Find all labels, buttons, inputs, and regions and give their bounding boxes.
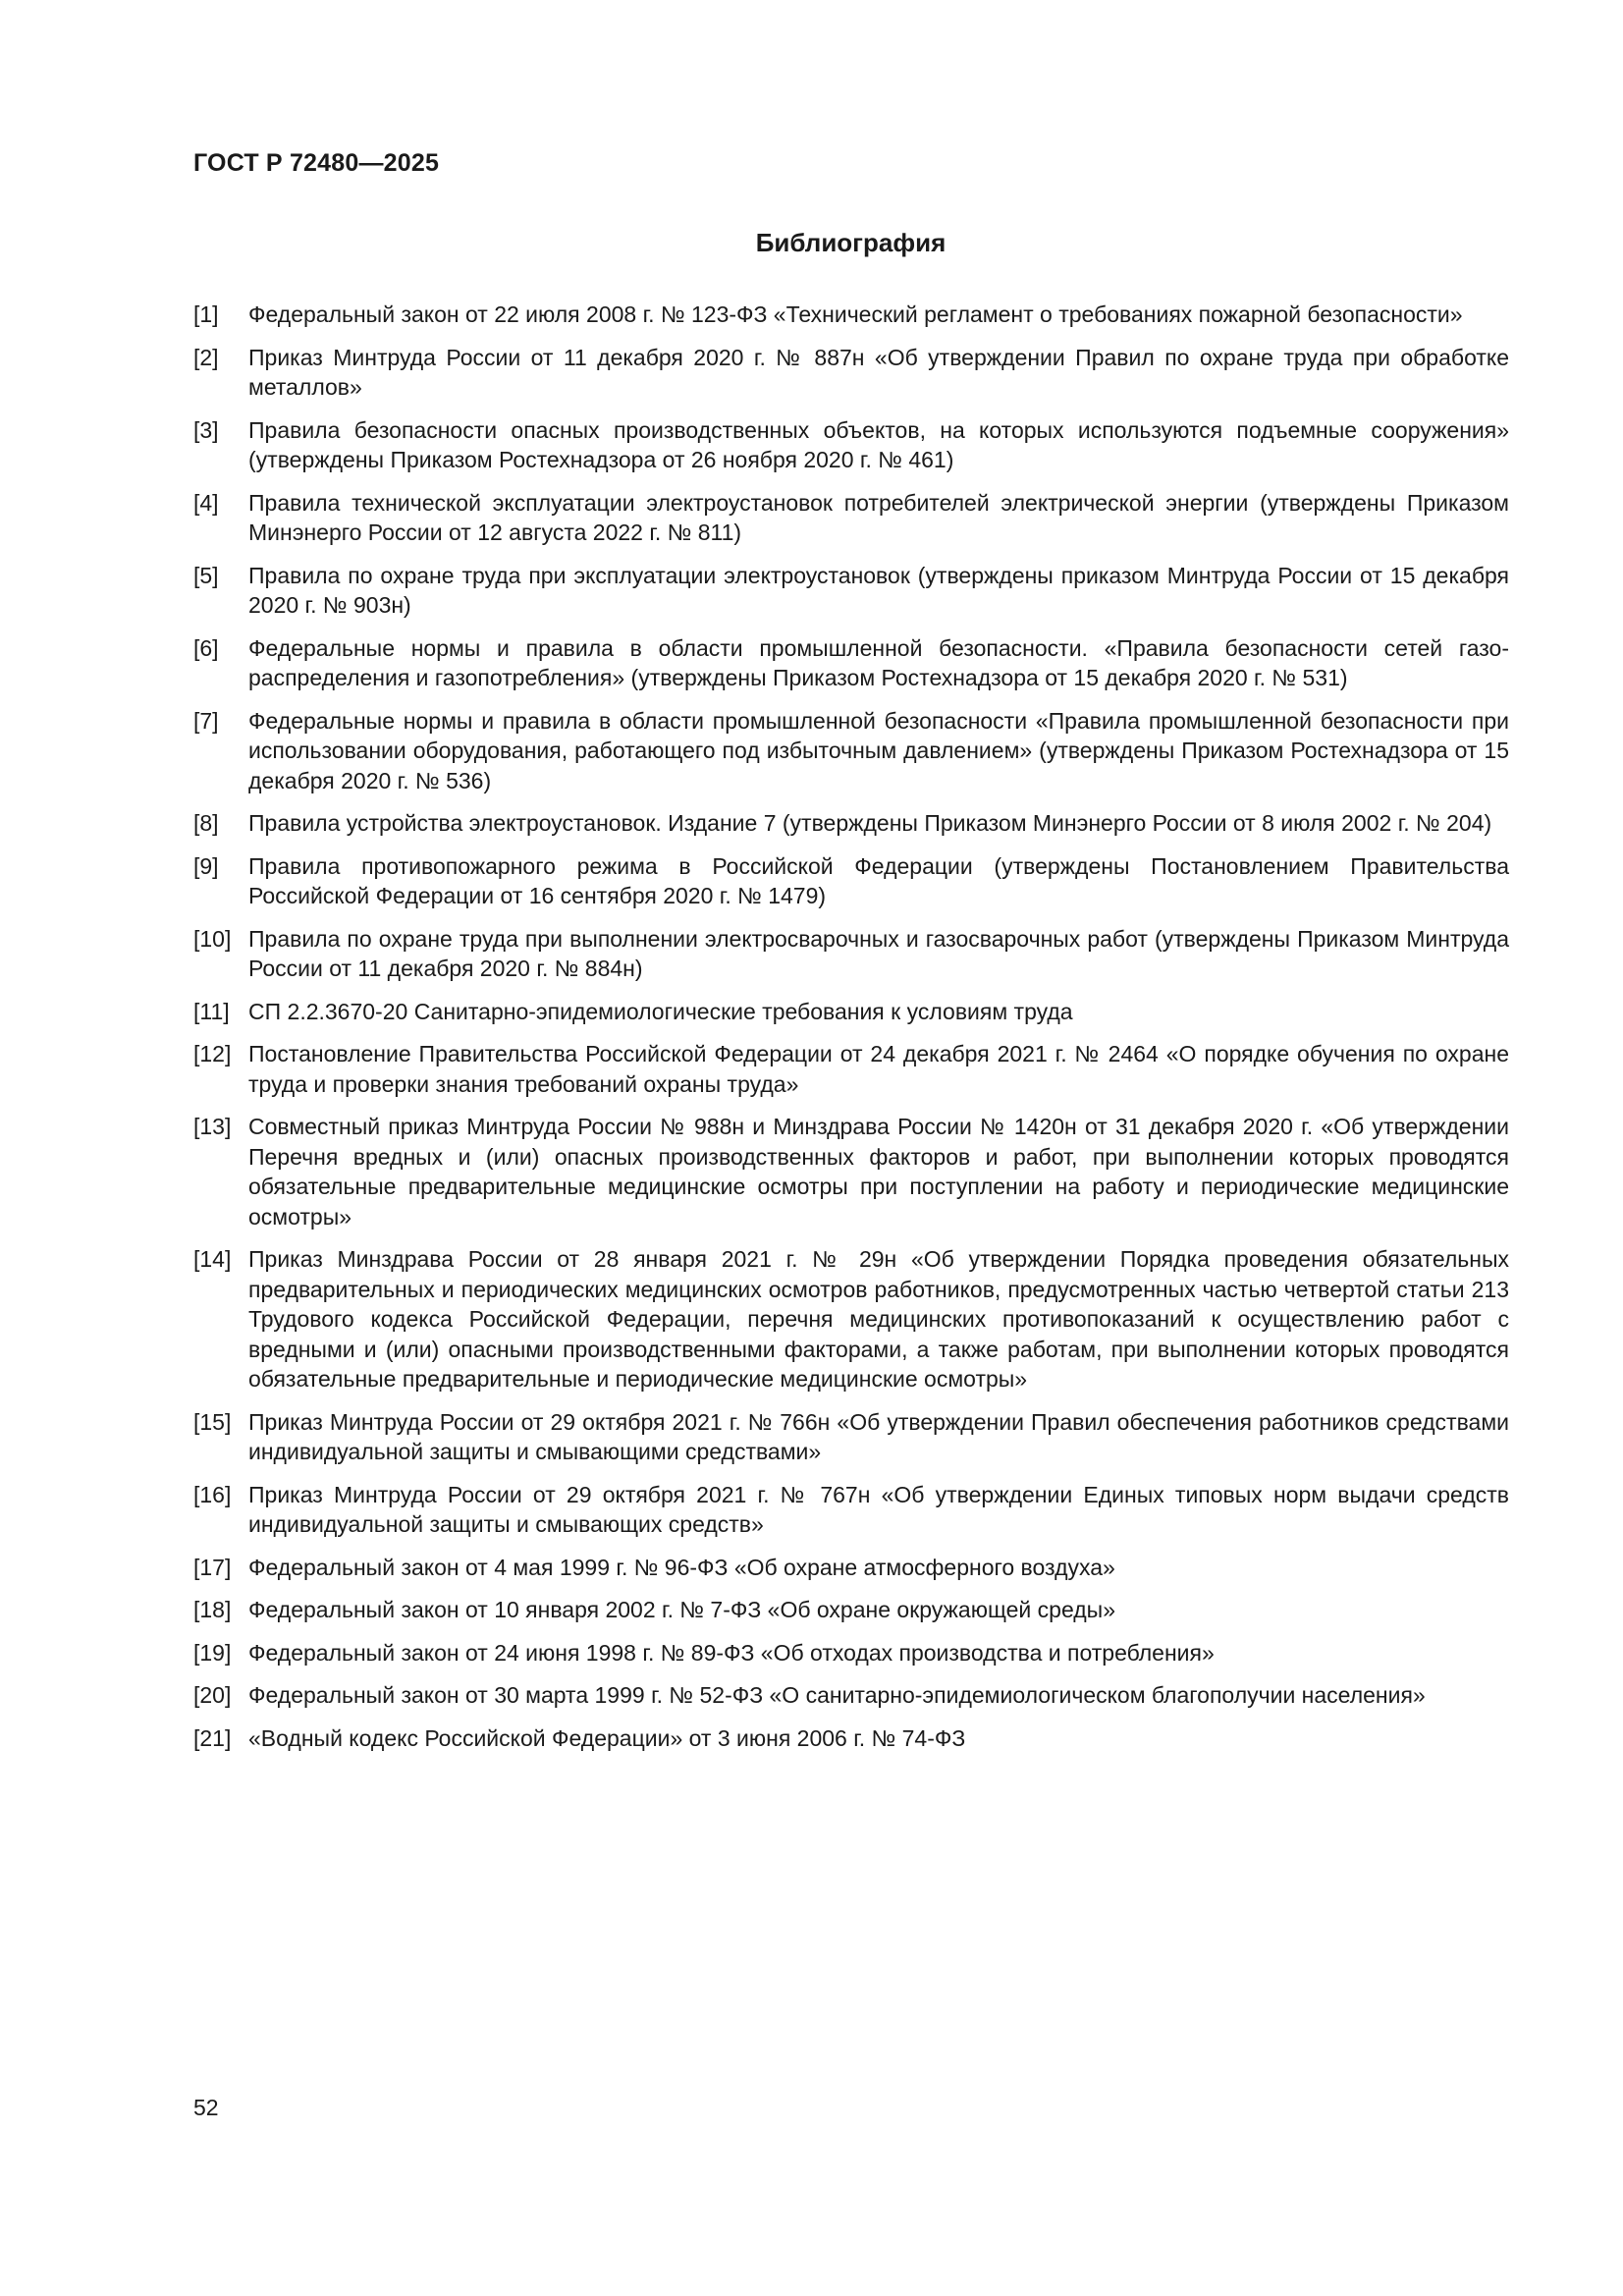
bibliography-number: [13] (193, 1114, 232, 1139)
bibliography-text: Приказ Минздрава России от 28 января 2021 г. № 29н «Об утверждении Порядка проведения обязательных предварительных и периодических медицинских осмотров работников, предусмотренных частью четвертой статьи 213 Трудового кодекса Российской Федерации, перечня медицинских противопоказаний к осуществлению работ с вредными и (или) опасными производственными факторами, а также работам, при выполнении которых проводятся обязательные предварительные и периодические медицинские осмотры» (248, 1246, 1509, 1392)
document-code: ГОСТ Р 72480—2025 (193, 149, 440, 177)
bibliography-item (193, 924, 1509, 984)
bibliography-text: Правила безопасности опасных производственных объектов, на которых используются подъемные сооружения» (утверждены Приказом Ростехнадзора от 26 ноября 2020 г. № 461) (248, 416, 1509, 472)
bibliography-item (193, 851, 1509, 911)
bibliography-number: [4] (193, 489, 219, 516)
bibliography-item (193, 343, 1509, 403)
bibliography-item (193, 1638, 1509, 1668)
bibliography-text: Приказ Минтруда России от 29 октября 2021 г. № 767н «Об утверждении Единых типовых норм выдачи средств индивидуальной защиты и смывающих средств» (248, 1481, 1509, 1537)
bibliography-number: [2] (193, 344, 219, 370)
bibliography-text: Федеральный закон от 24 июня 1998 г. № 89-ФЗ «Об отходах производства и потребления» (248, 1639, 1215, 1666)
bibliography-text: Приказ Минтруда России от 11 декабря 2020 г. № 887н «Об утверждении Правил по охране труда при обработке металлов» (248, 344, 1509, 400)
bibliography-number: [21] (193, 1724, 232, 1751)
bibliography-number: [12] (193, 1041, 232, 1066)
bibliography-number: [16] (193, 1481, 232, 1507)
bibliography-item (193, 808, 1509, 839)
bibliography-number: [8] (193, 810, 219, 836)
bibliography-item (193, 1680, 1509, 1711)
bibliography-item (193, 1553, 1509, 1583)
bibliography-item (193, 1039, 1509, 1099)
bibliography-item (193, 488, 1509, 548)
bibliography-text: Правила противопожарного режима в Российской Федерации (утверждены Постановлением Правительства Российской Федерации от 16 сентября 2020 г. № 1479) (248, 852, 1509, 908)
bibliography-number: [11] (193, 998, 230, 1024)
bibliography-item (193, 561, 1509, 621)
bibliography-text: Правила устройства электроустановок. Издание 7 (утверждены Приказом Минэнерго России от 8 июля 2002 г. № 204) (248, 810, 1492, 836)
bibliography-text: Приказ Минтруда России от 29 октября 2021 г. № 766н «Об утверждении Правил обеспечения работников средствами индивидуальной защиты и смывающими средствами» (248, 1408, 1509, 1464)
bibliography-text: Федеральный закон от 10 января 2002 г. № 7-ФЗ «Об охране окружающей среды» (248, 1597, 1115, 1622)
bibliography-number: [14] (193, 1246, 232, 1272)
bibliography-text: Федеральные нормы и правила в области промышленной безопасности «Правила промышленной безопасности при использовании оборудования, работающего под избыточным давлением» (утверждены Приказом Ростехнадзора от 15 декабря 2020 г. № 536) (248, 707, 1509, 793)
bibliography-number: [9] (193, 852, 219, 879)
bibliography-number: [17] (193, 1554, 232, 1580)
bibliography-item (193, 415, 1509, 475)
bibliography-item (193, 706, 1509, 796)
bibliography-text: Федеральный закон от 22 июля 2008 г. № 123-ФЗ «Технический регламент о требованиях пожарной безопасности» (248, 301, 1463, 327)
bibliography-number: [20] (193, 1682, 232, 1708)
bibliography-text: Федеральные нормы и правила в области промышленной безопасности. «Правила безопасности сетей газораспределения и газопотребления» (утверждены Приказом Ростехнадзора от 15 декабря 2020 г. № 531) (248, 634, 1509, 690)
bibliography-text: Федеральный закон от 30 марта 1999 г. № 52-ФЗ «О санитарно-эпидемиологическом благополучии населения» (248, 1682, 1426, 1708)
bibliography-item (193, 1244, 1509, 1394)
bibliography-text: Совместный приказ Минтруда России № 988н и Минздрава России № 1420н от 31 декабря 2020 г. «Об утверждении Перечня вредных и (или) опасных производственных факторов и работ, при выполнении которых проводятся обязательные предварительные медицинские осмотры при поступлении на работу и периодические медицинские осмотры» (248, 1114, 1509, 1230)
bibliography-text: Федеральный закон от 4 мая 1999 г. № 96-ФЗ «Об охране атмосферного воздуха» (248, 1554, 1115, 1580)
bibliography-number: [7] (193, 707, 219, 734)
bibliography-item (193, 1723, 1509, 1754)
bibliography-number: [19] (193, 1639, 232, 1666)
bibliography-number: [18] (193, 1597, 232, 1622)
bibliography-text: «Водный кодекс Российской Федерации» от 3 июня 2006 г. № 74-ФЗ (248, 1724, 966, 1751)
bibliography-number: [15] (193, 1408, 232, 1435)
page-number: 52 (193, 2095, 219, 2120)
bibliography-item (193, 1480, 1509, 1540)
bibliography-item (193, 300, 1509, 330)
bibliography-number: [1] (193, 301, 219, 327)
bibliography-number: [5] (193, 562, 219, 588)
bibliography-list (193, 300, 1509, 1766)
bibliography-item (193, 1112, 1509, 1231)
bibliography-item (193, 633, 1509, 693)
bibliography-text: Постановление Правительства Российской Федерации от 24 декабря 2021 г. № 2464 «О порядке обучения по охране труда и проверки знания требований охраны труда» (248, 1041, 1509, 1097)
bibliography-item (193, 1407, 1509, 1467)
bibliography-number: [10] (193, 925, 232, 952)
bibliography-number: [6] (193, 634, 219, 661)
section-title: Библиография (755, 228, 947, 257)
bibliography-text: Правила технической эксплуатации электроустановок потребителей электрической энергии (утверждены Приказом Минэнерго России от 12 августа 2022 г. № 811) (248, 489, 1509, 545)
bibliography-item (193, 997, 1509, 1027)
bibliography-item (193, 1595, 1509, 1625)
bibliography-text: СП 2.2.3670-20 Санитарно-эпидемиологические требования к условиям труда (248, 998, 1073, 1024)
bibliography-number: [3] (193, 416, 219, 443)
bibliography-text: Правила по охране труда при эксплуатации электроустановок (утверждены приказом Минтруда России от 15 декабря 2020 г. № 903н) (248, 562, 1509, 618)
bibliography-text: Правила по охране труда при выполнении электросварочных и газосварочных работ (утверждены Приказом Минтруда России от 11 декабря 2020 г. № 884н) (248, 925, 1509, 981)
